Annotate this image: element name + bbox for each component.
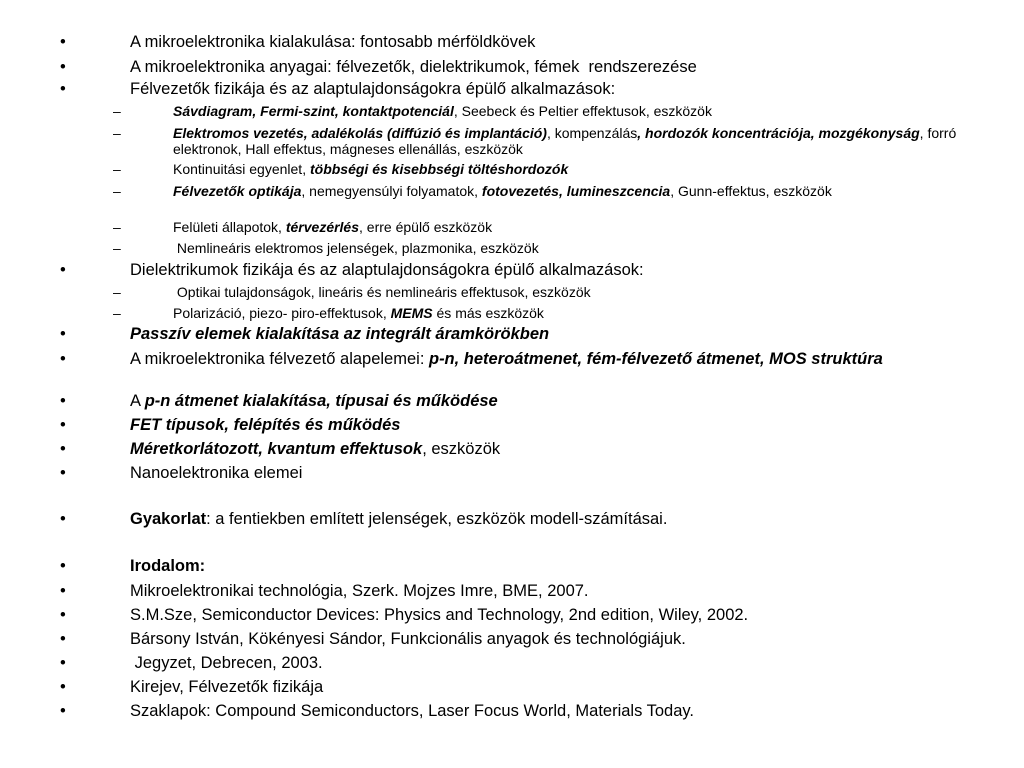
text-run: , forró elektronok, Hall effektus, mágneses ellenállás, eszközök (173, 125, 961, 157)
bullet-marker: • (60, 440, 66, 458)
bullet-item (60, 440, 965, 459)
emphasized-text: Sávdiagram, Fermi-szint, kontaktpotenciál (173, 103, 454, 119)
emphasized-text: Gyakorlat (130, 510, 207, 528)
bullet-item (60, 606, 965, 625)
item-text (130, 702, 965, 721)
emphasized-text: , hordozók koncentrációja, mozgékonyság (637, 125, 920, 141)
text-run: Felületi állapotok, (173, 219, 286, 235)
text-run: , nemegyensúlyi folyamatok, (301, 183, 482, 199)
item-text (130, 261, 965, 280)
item-text (173, 284, 965, 300)
item-text (130, 582, 965, 601)
item-text (130, 80, 965, 99)
bullet-marker: • (60, 261, 66, 279)
emphasized-text: Félvezetők optikája (173, 183, 302, 199)
emphasized-text: FET típusok, felépítés és működés (130, 416, 401, 434)
bullet-marker: • (60, 510, 66, 528)
text-run: Optikai tulajdonságok, lineáris és nemlineáris effektusok, eszközök (173, 284, 591, 300)
item-text (130, 464, 965, 483)
text-run: Jegyzet, Debrecen, 2003. (130, 654, 323, 672)
bullet-marker: • (60, 416, 66, 434)
item-text (173, 240, 965, 256)
bullet-item (60, 392, 965, 411)
bullet-marker: • (60, 654, 66, 672)
bullet-marker: • (60, 350, 66, 368)
dash-marker: – (113, 125, 121, 141)
bullet-marker: • (60, 557, 66, 575)
text-run: Polarizáció, piezo- piro-effektusok, (173, 305, 391, 321)
emphasized-text: MEMS (390, 305, 433, 321)
dash-marker: – (113, 284, 121, 300)
text-run: A (130, 392, 145, 410)
dash-marker: – (113, 305, 121, 321)
bullet-item (60, 557, 965, 576)
item-text (130, 606, 965, 625)
dash-marker: – (113, 219, 121, 235)
item-text (173, 161, 965, 177)
emphasized-text: többségi és kisebbségi töltéshordozók (309, 161, 569, 177)
bullet-item (60, 510, 965, 529)
bullet-marker: • (60, 80, 66, 98)
bullet-item (60, 350, 965, 369)
item-text (130, 654, 965, 673)
bullet-item (60, 582, 965, 601)
dash-marker: – (113, 183, 121, 199)
sub-bullet-item (113, 103, 965, 119)
bullet-item (60, 654, 965, 673)
sub-bullet-item (113, 240, 965, 256)
item-text (130, 325, 965, 344)
item-text (130, 33, 965, 52)
item-text (173, 103, 965, 119)
item-text (173, 305, 965, 321)
sub-bullet-item (113, 284, 965, 300)
emphasized-text: p-n átmenet kialakítása, típusai és működése (144, 392, 498, 410)
sub-bullet-item (113, 219, 965, 235)
text-run: , Gunn-effektus, eszközök (670, 183, 832, 199)
bullet-marker: • (60, 582, 66, 600)
emphasized-text: Irodalom: (130, 557, 206, 575)
item-text (173, 219, 965, 235)
text-run: és más eszközök (432, 305, 544, 321)
text-run: Mikroelektronikai technológia, Szerk. Mojzes Imre, BME, 2007. (130, 582, 589, 600)
bullet-marker: • (60, 58, 66, 76)
dash-marker: – (113, 240, 121, 256)
emphasized-text: Elektromos vezetés, adalékolás (diffúzió és implantáció) (173, 125, 547, 141)
bullet-marker: • (60, 630, 66, 648)
text-run: Bársony István, Kökényesi Sándor, Funkcionális anyagok és technológiájuk. (130, 630, 686, 648)
text-run: , Seebeck és Peltier effektusok, eszközök (453, 103, 712, 119)
bullet-item (60, 702, 965, 721)
text-run: S.M.Sze, Semiconductor Devices: Physics and Technology, 2nd edition, Wiley, 2002. (130, 606, 749, 624)
item-text (173, 183, 965, 199)
bullet-marker: • (60, 464, 66, 482)
bullet-marker: • (60, 702, 66, 720)
emphasized-text: p-n, heteroátmenet, fém-félvezető átmenet, MOS struktúra (428, 350, 883, 368)
text-run: Nemlineáris elektromos jelenségek, plazmonika, eszközök (173, 240, 539, 256)
text-run: A mikroelektronika anyagai: félvezetők, dielektrikumok, fémek rendszerezése (130, 58, 697, 76)
bullet-item (60, 80, 965, 99)
text-run: Félvezetők fizikája és az alaptulajdonságokra épülő alkalmazások: (130, 80, 616, 98)
text-run: Nanoelektronika elemei (130, 464, 303, 482)
bullet-marker: • (60, 325, 66, 343)
text-run: A mikroelektronika kialakulása: fontosabb mérföldkövek (130, 33, 536, 51)
emphasized-text: Méretkorlátozott, kvantum effektusok (130, 440, 423, 458)
bullet-marker: • (60, 33, 66, 51)
text-run: Kontinuitási egyenlet, (173, 161, 310, 177)
item-text (130, 630, 965, 649)
bullet-item (60, 678, 965, 697)
item-text (130, 678, 965, 697)
text-run: , eszközök (422, 440, 501, 458)
bullet-item (60, 630, 965, 649)
item-text (130, 392, 965, 411)
item-text (130, 350, 965, 369)
dash-marker: – (113, 103, 121, 119)
bullet-marker: • (60, 392, 66, 410)
sub-bullet-item (113, 183, 965, 199)
text-run: A mikroelektronika félvezető alapelemei: (130, 350, 429, 368)
bullet-item (60, 261, 965, 280)
sub-bullet-item (113, 125, 965, 157)
text-run: , kompenzálás (546, 125, 638, 141)
text-run: Dielektrikumok fizikája és az alaptulajdonságokra épülő alkalmazások: (130, 261, 644, 279)
item-text (173, 125, 965, 157)
emphasized-text: fotovezetés, lumineszcencia (481, 183, 671, 199)
sub-bullet-item (113, 161, 965, 177)
text-run: Kirejev, Félvezetők fizikája (130, 678, 324, 696)
bullet-marker: • (60, 606, 66, 624)
text-run: , erre épülő eszközök (359, 219, 493, 235)
item-text (130, 510, 965, 529)
bullet-item (60, 58, 965, 77)
item-text (130, 440, 965, 459)
item-text (130, 416, 965, 435)
item-text (130, 58, 965, 77)
sub-bullet-item (113, 305, 965, 321)
item-text (130, 557, 965, 576)
emphasized-text: Passzív elemek kialakítása az integrált áramkörökben (130, 325, 550, 343)
emphasized-text: térvezérlés (285, 219, 360, 235)
bullet-item (60, 416, 965, 435)
text-run: Szaklapok: Compound Semiconductors, Laser Focus World, Materials Today. (130, 702, 695, 720)
bullet-marker: • (60, 678, 66, 696)
bullet-item (60, 325, 965, 344)
dash-marker: – (113, 161, 121, 177)
text-run: : a fentiekben említett jelenségek, eszközök modell-számításai. (206, 510, 668, 528)
bullet-item (60, 464, 965, 483)
bullet-item (60, 33, 965, 52)
